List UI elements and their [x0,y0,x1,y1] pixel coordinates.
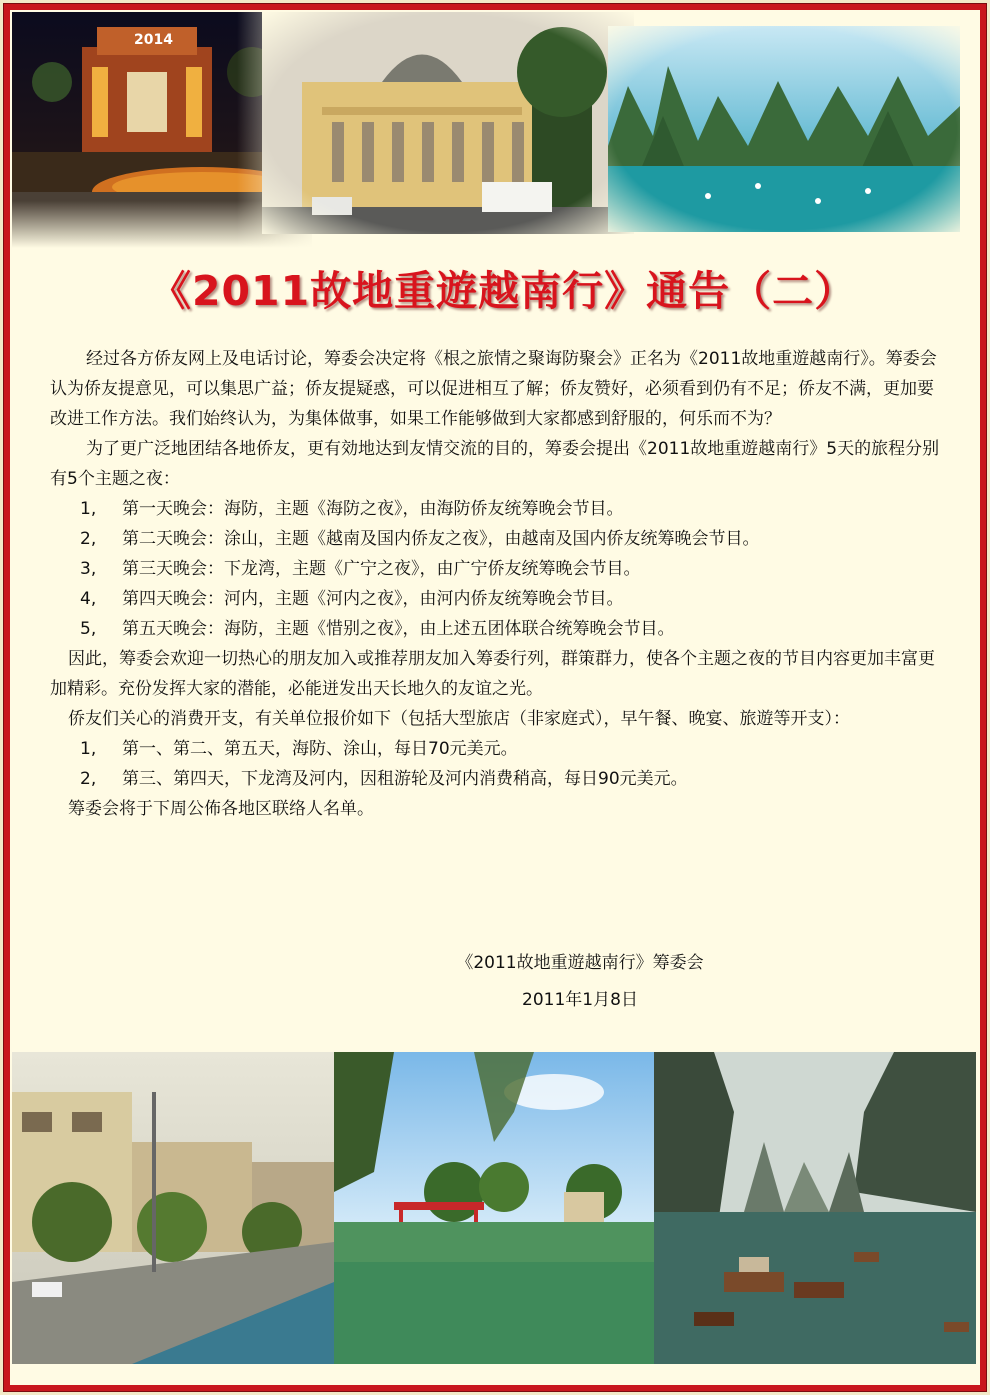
list-item: 2, 第三、第四天，下龙湾及河内，因租游轮及河内消费稍高，每日90元美元。 [80,769,688,789]
paragraph-contacts: 筹委会将于下周公佈各地区联络人名单。 [68,799,374,819]
photo-hoan-kiem-lake [334,1052,654,1364]
list-item: 5, 第五天晚会：海防，主题《惜别之夜》，由上述五团体联合统筹晚会节目。 [80,619,675,639]
list-item: 3, 第三天晚会：下龙湾，主题《广宁之夜》，由广宁侨友统筹晚会节目。 [80,559,641,579]
list-item: 1, 第一、第二、第五天，海防、涂山，每日70元美元。 [80,739,518,759]
list-item: 2, 第二天晚会：涂山，主题《越南及国内侨友之夜》，由越南及国内侨友统筹晚会节目。 [80,529,760,549]
paragraph-intro: 经过各方侨友网上及电话讨论，筹委会决定将《根之旅情之聚诲防聚会》正名为《2011故地重遊越南行》。筹委会认为侨友提意见，可以集思广益；侨友提疑惑，可以促进相互了解；侨友赞好，必须看到仍有不足；侨友不满，更加要改进工作方法。我们始终认为，为集体做事，如果工作能够做到大家都感到舒服的，何乐而不为？ [50,349,937,429]
paragraph-invitation: 因此，筹委会欢迎一切热心的朋友加入或推荐朋友加入筹委行列，群策群力，使各个主题之夜的节目内容更加丰富更加精彩。充份发挥大家的潜能，必能迸发出天长地久的友谊之光。 [50,649,935,699]
photo-halong-bay-top [608,26,960,232]
photo-halong-bay-boats [654,1052,976,1364]
signature-org: 《2011故地重遊越南行》筹委会 [456,953,704,973]
signature-date: 2011年1月8日 [522,990,638,1010]
notice-title: 《2011故地重遊越南行》通告（二） [150,267,857,315]
photo-riverside-street [12,1052,334,1364]
list-item: 1, 第一天晚会：海防，主题《海防之夜》，由海防侨友统筹晚会节目。 [80,499,624,519]
photo-opera-house-day [262,12,634,234]
list-item: 4, 第四天晚会：河内，主题《河内之夜》，由河内侨友统筹晚会节目。 [80,589,624,609]
notice-body [50,344,940,824]
paragraph-costs: 侨友们关心的消费开支，有关单位报价如下（包括大型旅店（非家庭式），早午餐、晚宴、旅遊等开支）： [68,709,850,729]
paragraph-themes: 为了更广泛地团结各地侨友，更有効地达到友情交流的目的，筹委会提出《2011故地重遊越南行》5天的旅程分别有5个主题之夜： [50,439,940,489]
